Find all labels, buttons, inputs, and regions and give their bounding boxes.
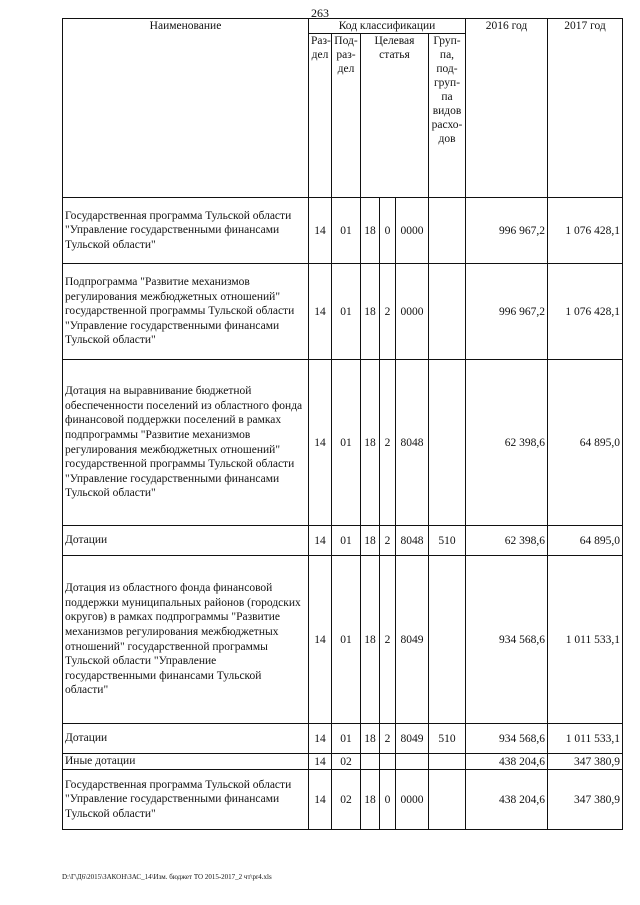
row-amount-2016: 934 568,6 [466, 556, 548, 724]
row-subsection: 01 [332, 264, 361, 360]
row-amount-2017: 1 076 428,1 [548, 198, 623, 264]
row-section: 14 [309, 754, 332, 770]
row-amount-2016: 996 967,2 [466, 264, 548, 360]
table-row [63, 264, 623, 360]
row-target-code [396, 754, 429, 770]
row-amount-2016: 438 204,6 [466, 754, 548, 770]
row-section: 14 [309, 198, 332, 264]
row-subsection: 01 [332, 556, 361, 724]
row-amount-2017: 1 011 533,1 [548, 556, 623, 724]
row-target-subprogram: 0 [380, 770, 396, 830]
header-section: Раз-дел [309, 34, 332, 198]
table-row [63, 556, 623, 724]
row-section: 14 [309, 770, 332, 830]
header-code-classification: Код классификации [309, 19, 466, 34]
row-expense-type [429, 770, 466, 830]
row-section: 14 [309, 556, 332, 724]
row-target-program: 18 [361, 556, 380, 724]
row-amount-2017: 1 011 533,1 [548, 724, 623, 754]
row-name: Государственная программа Тульской области "Управление государственными финансами Тульской области" [63, 770, 309, 830]
row-section: 14 [309, 264, 332, 360]
row-expense-type [429, 556, 466, 724]
row-amount-2017: 347 380,9 [548, 770, 623, 830]
row-section: 14 [309, 360, 332, 526]
row-subsection: 02 [332, 770, 361, 830]
row-name: Дотации [63, 526, 309, 556]
row-target-program: 18 [361, 770, 380, 830]
row-subsection: 01 [332, 360, 361, 526]
row-target-code: 8048 [396, 360, 429, 526]
row-name: Дотация на выравнивание бюджетной обеспеченности поселений из областного фонда финансовой поддержки поселений в рамках подпрограммы "Развитие механизмов регулирования межбюджетных отношений" государственной программы Тульской области "Управление государственными финансами Тульской области" [63, 360, 309, 526]
row-target-program: 18 [361, 198, 380, 264]
row-amount-2017: 64 895,0 [548, 360, 623, 526]
row-expense-type: 510 [429, 724, 466, 754]
row-target-code: 8048 [396, 526, 429, 556]
row-amount-2016: 62 398,6 [466, 360, 548, 526]
row-amount-2017: 1 076 428,1 [548, 264, 623, 360]
row-amount-2016: 62 398,6 [466, 526, 548, 556]
row-name: Государственная программа Тульской области "Управление государственными финансами Тульской области" [63, 198, 309, 264]
table-row [63, 360, 623, 526]
row-target-subprogram: 2 [380, 526, 396, 556]
row-amount-2017: 64 895,0 [548, 526, 623, 556]
header-year-2016: 2016 год [466, 19, 548, 198]
row-target-subprogram: 2 [380, 724, 396, 754]
row-target-code: 0000 [396, 264, 429, 360]
page-number: 263 [311, 6, 329, 20]
header-subsection: Под-раз-дел [332, 34, 361, 198]
row-subsection: 01 [332, 724, 361, 754]
header-name: Наименование [63, 19, 309, 198]
row-target-code: 8049 [396, 556, 429, 724]
row-target-program [361, 754, 380, 770]
header-expense-group: Груп-па, под-груп-па видов расхо-дов [429, 34, 466, 198]
row-expense-type [429, 754, 466, 770]
row-expense-type [429, 360, 466, 526]
row-target-code: 0000 [396, 770, 429, 830]
table-row [63, 526, 623, 556]
row-name: Дотации [63, 724, 309, 754]
header-target-article: Целевая статья [361, 34, 429, 198]
row-target-program: 18 [361, 724, 380, 754]
table-row [63, 724, 623, 754]
row-target-program: 18 [361, 264, 380, 360]
table-row [63, 198, 623, 264]
row-section: 14 [309, 526, 332, 556]
row-expense-type [429, 264, 466, 360]
row-target-code: 8049 [396, 724, 429, 754]
file-path-footer: D:\Г\Д6\2015\ЗАКОН\ЗАС_14\Изм. бюджет ТО 2015-2017_2 чт\pr4.xls [62, 873, 272, 881]
row-expense-type [429, 198, 466, 264]
row-target-program: 18 [361, 526, 380, 556]
row-subsection: 02 [332, 754, 361, 770]
row-name: Подпрограмма "Развитие механизмов регулирования межбюджетных отношений" государственной программы Тульской области "Управление государственными финансами Тульской области" [63, 264, 309, 360]
table-row [63, 754, 623, 770]
row-amount-2016: 438 204,6 [466, 770, 548, 830]
budget-table [62, 18, 623, 830]
header-year-2017: 2017 год [548, 19, 623, 198]
row-amount-2016: 934 568,6 [466, 724, 548, 754]
row-section: 14 [309, 724, 332, 754]
row-target-subprogram: 2 [380, 360, 396, 526]
row-name: Дотация из областного фонда финансовой поддержки муниципальных районов (городских округов) в рамках подпрограммы "Развитие механизмов регулирования межбюджетных отношений" государственной программы Тульской области "Управление государственными финансами Тульской области" [63, 556, 309, 724]
row-name: Иные дотации [63, 754, 309, 770]
row-target-code: 0000 [396, 198, 429, 264]
row-target-subprogram: 2 [380, 556, 396, 724]
row-expense-type: 510 [429, 526, 466, 556]
row-amount-2017: 347 380,9 [548, 754, 623, 770]
row-target-subprogram: 0 [380, 198, 396, 264]
row-subsection: 01 [332, 198, 361, 264]
row-target-program: 18 [361, 360, 380, 526]
row-amount-2016: 996 967,2 [466, 198, 548, 264]
row-target-subprogram [380, 754, 396, 770]
table-row [63, 770, 623, 830]
row-subsection: 01 [332, 526, 361, 556]
row-target-subprogram: 2 [380, 264, 396, 360]
